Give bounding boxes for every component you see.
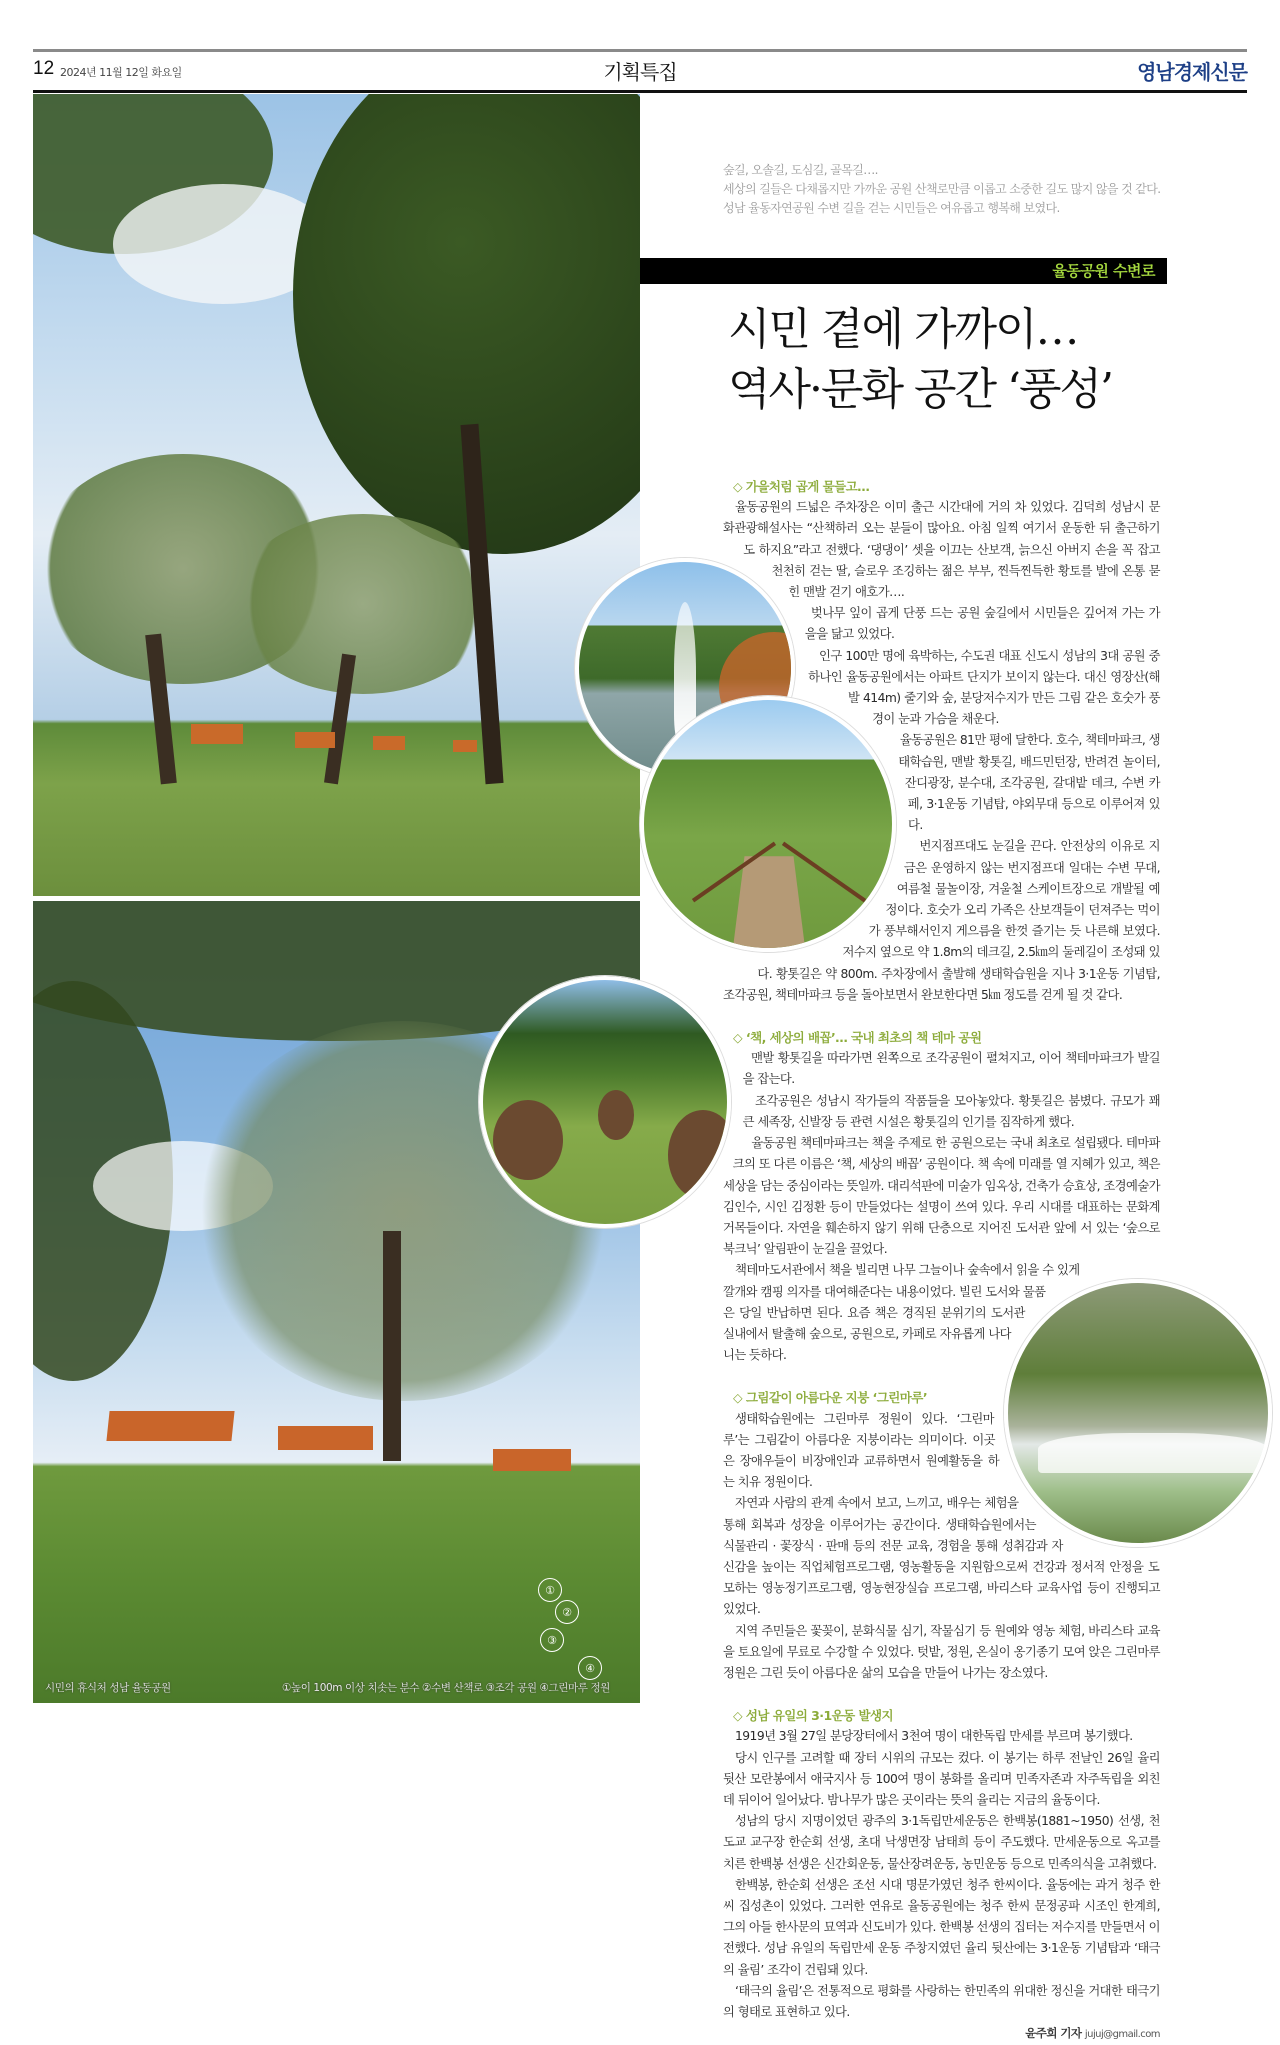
- photo-marker-2: ②: [555, 1600, 579, 1624]
- photo-caption-insets: ①높이 100m 이상 치솟는 분수 ②수변 산책로 ③조각 공원 ④그린마루 정원: [282, 1682, 610, 1694]
- paragraph: 당시 인구를 고려할 때 장터 시위의 규모는 컸다. 이 봉기는 하루 전날인 26일 율리 뒷산 모란봉에서 애국지사 등 100여 명이 봉화를 올리며 민족자존과 자주독립을 외친 데 뒤이어 일어났다. 밤나무가 많은 곳이라는 뜻의 율리는 지금의 율동이다.: [723, 1750, 1160, 1807]
- subhead-green-maru: ◇ 그림같이 아름다운 지붕 ‘그린마루’: [733, 1390, 928, 1406]
- headline-line-1: 시민 곁에 가까이…: [728, 304, 1078, 355]
- paragraph: 성남의 당시 지명이었던 광주의 3·1독립만세운동은 한백봉(1881~1950) 선생, 천도교 교구장 한순회 선생, 초대 낙생면장 남태희 등이 주도했다. 만세운동으로 옥고를 치른 한백봉 선생은 신간회운동, 물산장려운동, 농민운동 등으로 민족의식을 고취했다.: [723, 1814, 1160, 1871]
- kicker-bar: 율동공원 수변로: [640, 258, 1167, 284]
- paragraph: 율동공원 책테마파크는 책을 주제로 한 공원으로는 국내 최초로 설립됐다. 테마파크의 또 다른 이름은 ‘책, 세상의 배꼽’ 공원이다. 책 속에 미래를 열 지혜가 있고, 책은 세상을 담는 중심이라는 뜻일까. 대리석판에 미술가 임옥상, 건축가 승효상, 조경예술가 김인수, 시인 김정환 등이 만들었다는 설명이 쓰여 있다. 우리 시대를 대표하는 문화계 거목들이다. 자연을 훼손하지 않기 위해 단층으로 지어진 도서관 앞에 서 있는 ‘숲으로 북크닉’ 알림판이 눈길을 끌었다.: [723, 1136, 1160, 1257]
- paragraph: ‘태극의 율림’은 전통적으로 평화를 사랑하는 한민족의 위대한 정신을 거대한 태극기의 형태로 표현하고 있다.: [723, 1983, 1160, 2020]
- reporter-email[interactable]: jujuj@gmail.com: [1084, 2029, 1160, 2041]
- sculpture-park-photo: [479, 976, 731, 1228]
- lead-line: 성남 율동자연공원 수변 길을 걷는 시민들은 여유롭고 행복해 보였다.: [723, 201, 1060, 215]
- photo-marker-4: ④: [578, 1656, 602, 1680]
- section-title: 기획특집: [603, 60, 677, 84]
- paragraph: 율동공원은 81만 평에 달한다. 호수, 책테마파크, 생태학습원, 맨발 황톳길, 배드민턴장, 반려견 놀이터, 잔디광장, 분수대, 조각공원, 갈대밭 데크, 수변 카페, 3·1운동 기념탑, 야외무대 등으로 이루어져 있다.: [898, 733, 1160, 833]
- paragraph: 생태학습원에는 그린마루 정원이 있다. ‘그린마루’는 그림같이 아름다운 지붕이라는 의미이다. 이곳은 장애우들이 비장애인과 교류하면서 원예활동을 하는 치유 정원이다.: [723, 1411, 1000, 1490]
- photo-marker-1: ①: [538, 1578, 562, 1602]
- header-bottom-rule: [33, 90, 1247, 93]
- paragraph: 지역 주민들은 꽃꽂이, 분화식물 심기, 작물심기 등 원예와 영농 체험, 바리스타 교육을 토요일에 무료로 수강할 수 있었다. 텃밭, 정원, 온실이 옹기종기 모여 앉은 그린마루 정원은 그린 듯이 아름다운 삶의 모습을 만들어 나가는 장소였다.: [723, 1623, 1160, 1680]
- subhead-autumn: ◇ 가을처럼 곱게 물들고…: [733, 479, 870, 494]
- paragraph: 벚나무 잎이 곱게 단풍 드는 공원 숲길에서 시민들은 깊어져 가는 가을을 닮고 있었다.: [804, 606, 1160, 642]
- paragraph: 자연과 사람의 관계 속에서 보고, 느끼고, 배우는 체험을 통해 회복과 성장을 이루어가는 공간이다. 생태학습원에서는 식물관리 · 꽃장식 · 판매 등의 전문 교육, 경험을 통해 성취감과 자신감을 높이는 직업체험프로그램, 영농활동을 지원함으로써 건강과 정서적 안정을 도모하는 영농정기프로그램, 영농현장실습 프로그램, 바리스타 교육사업 등이 진행되고 있었다.: [723, 1496, 1160, 1617]
- photo-marker-3: ③: [540, 1628, 564, 1652]
- paragraph: 맨발 황톳길을 따라가면 왼쪽으로 조각공원이 펼쳐지고, 이어 책테마파크가 발길을 잡는다.: [742, 1051, 1160, 1087]
- subhead-independence: ◇ 성남 유일의 3·1운동 발생지: [733, 1708, 894, 1724]
- paragraph: 1919년 3월 27일 분당장터에서 3천여 명이 대한독립 만세를 부르며 봉기했다.: [735, 1729, 1133, 1744]
- byline: [723, 2023, 1160, 2045]
- paragraph: 한백봉, 한순회 선생은 조선 시대 명문가였던 청주 한씨이다. 율동에는 과거 청주 한씨 집성촌이 있었다. 그러한 연유로 율동공원에는 청주 한씨 문정공파 시조인 한계희, 그의 아들 한사문의 묘역과 신도비가 있다. 한백봉 선생의 집터는 저수지를 만들면서 이전했다. 성남 유일의 독립만세 운동 주창지였던 율리 뒷산에는 3·1운동 기념탑과 ‘태극의 율림’ 조각이 건립돼 있다.: [723, 1877, 1160, 1977]
- lead-line: 숲길, 오솔길, 도심길, 골목길….: [723, 163, 878, 177]
- lead-line: 세상의 길들은 다채롭지만 가까운 공원 산책로만큼 이롭고 소중한 길도 많지 않을 것 같다.: [723, 182, 1161, 196]
- paragraph: 책테마도서관에서 책을 빌리면 나무 그늘이나 숲속에서 읽을 수 있게 깔개와 캠핑 의자를 대여해준다는 내용이었다. 빌린 도서와 물품은 당일 반납하면 된다. 요즘 책은 경직된 분위기의 도서관 실내에서 탈출해 숲으로, 공원으로, 카페로 자유롭게 나다니는 듯하다.: [723, 1263, 1080, 1363]
- headline-line-2: 역사·문화 공간 ‘풍성’: [728, 364, 1112, 415]
- headline: [728, 300, 1112, 420]
- paragraph: 율동공원의 드넓은 주차장은 이미 출근 시간대에 거의 차 있었다. 김덕희 성남시 문화관광해설사는 “산책하러 오는 분들이 많아요. 아침 일찍 여기서 운동한 뒤 출근하기도 하지요”라고 전했다. ‘댕댕이’ 셋을 이끄는 산보객, 늙으신 아버지 손을 꼭 잡고 천천히 걷는 딸, 슬로우 조깅하는 젊은 부부, 찐득찐득한 황토를 발에 온통 묻힌 맨발 걷기 애호가….: [723, 500, 1160, 600]
- paragraph: 번지점프대도 눈길을 끈다. 안전상의 이유로 지금은 운영하지 않는 번지점프대 일대는 수변 무대, 여름철 물놀이장, 겨울철 스케이트장으로 개발될 예정이다. 호숫가 오리 가족은 산보객들이 던져주는 먹이가 풍부해서인지 게으름을 한껏 즐기는 듯 나른해 보였다. 저수지 옆으로 약 1.8m의 데크길, 2.5㎞의 둘레길이 조성돼 있다. 황톳길은 약 800m. 주차장에서 출발해 생태학습원을 지나 3·1운동 기념탑, 조각공원, 책테마파크 등을 돌아보면서 완보한다면 5㎞ 정도를 걷게 될 것 같다.: [723, 839, 1160, 1002]
- paragraph: 조각공원은 성남시 작가들의 작품들을 모아놓았다. 황톳길은 붐볐다. 규모가 꽤 큰 세족장, 신발장 등 관련 시설은 황톳길의 인기를 짐작하게 했다.: [742, 1093, 1160, 1129]
- paragraph: 인구 100만 명에 육박하는, 수도권 대표 신도시 성남의 3대 공원 중 하나인 율동공원에서는 아파트 단지가 보이지 않는다. 대신 영장산(해발 414m) 줄기와 숲, 분당저수지가 만든 그림 같은 호숫가 풍경이 눈과 가슴을 채운다.: [808, 648, 1160, 727]
- article-body: [723, 476, 1160, 2045]
- reporter-name: 윤주희 기자: [1025, 2026, 1082, 2041]
- lead-paragraph: [723, 161, 1193, 218]
- newspaper-name: 영남경제신문: [1137, 60, 1247, 84]
- subhead-book-park: ◇ ‘책, 세상의 배꼽’… 국내 최초의 책 테마 공원: [733, 1030, 982, 1046]
- issue-date: 2024년 11월 12일 화요일: [60, 66, 182, 79]
- photo-caption-main: 시민의 휴식처 성남 율동공원: [45, 1682, 171, 1694]
- park-photo-top: [33, 94, 640, 896]
- page-number: 12: [33, 58, 55, 79]
- header-top-rule: [33, 49, 1247, 52]
